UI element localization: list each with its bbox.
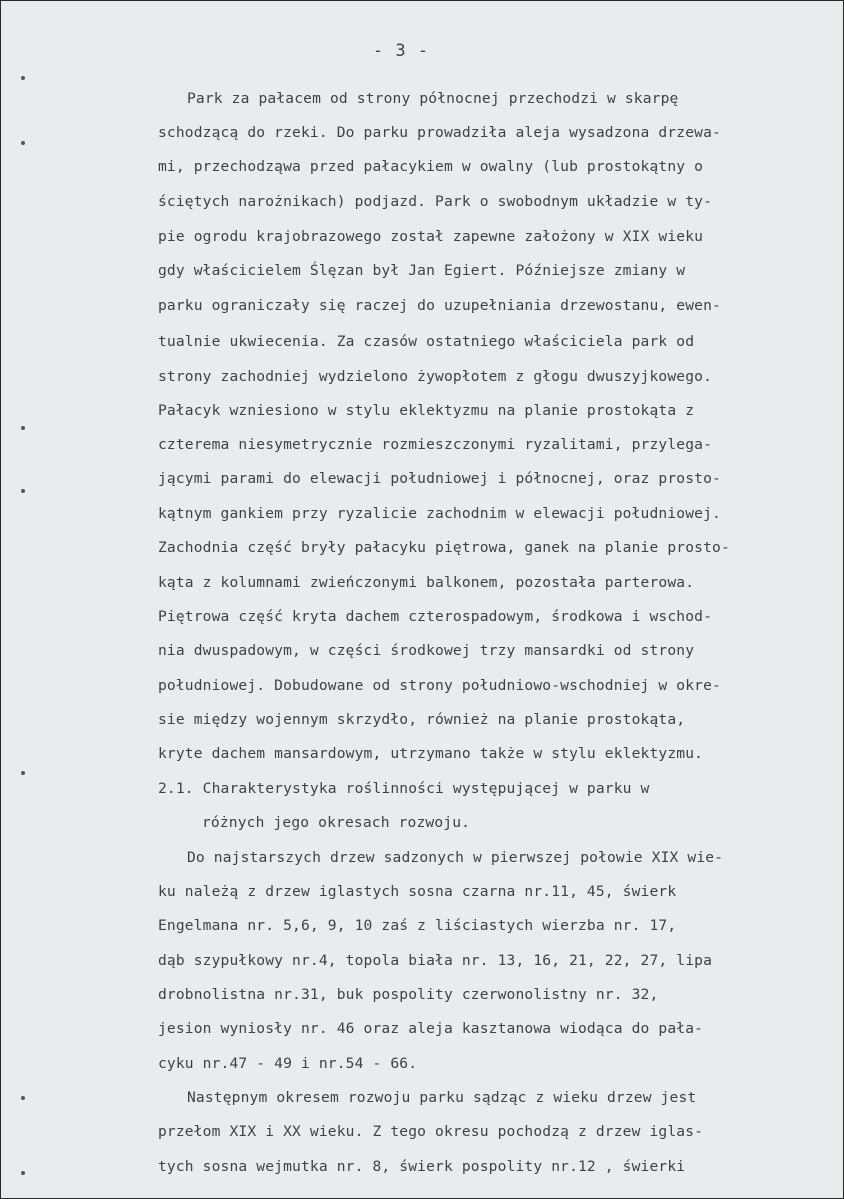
- text-line: tych sosna wejmutka nr. 8, świerk pospolity nr.12 , świerki: [158, 1158, 686, 1175]
- text-line: Pałacyk wzniesiono w stylu eklektyzmu na planie prostokąta z: [158, 402, 695, 419]
- text-line: Engelmana nr. 5,6, 9, 10 zaś z liściastych wierzba nr. 17,: [158, 917, 677, 934]
- text-line: Zachodnia część bryły pałacyku piętrowa, ganek na planie prosto-: [158, 539, 730, 556]
- margin-mark: [21, 76, 25, 80]
- text-line: jącymi parami do elewacji południowej i północnej, oraz prosto-: [158, 470, 721, 487]
- margin-mark: [21, 1096, 25, 1100]
- text-line: czterema niesymetrycznie rozmieszczonymi ryzalitami, przylega-: [158, 436, 713, 453]
- text-line: Park za pałacem od strony północnej przechodzi w skarpę: [187, 90, 679, 107]
- text-line: parku ograniczały się raczej do uzupełniania drzewostanu, ewen-: [158, 297, 721, 314]
- text-line: Piętrowa część kryta dachem czterospadowym, środkowa i wschod-: [158, 608, 713, 625]
- text-line: kątnym gankiem przy ryzalicie zachodnim w elewacji południowej.: [158, 505, 721, 522]
- text-line: kryte dachem mansardowym, utrzymano także w stylu eklektyzmu.: [158, 745, 704, 762]
- margin-mark: [21, 489, 25, 493]
- text-line: nia dwuspadowym, w części środkowej trzy mansardki od strony: [158, 642, 695, 659]
- margin-mark: [21, 426, 25, 430]
- text-line: ściętych narożnikach) podjazd. Park o swobodnym układzie w ty-: [158, 193, 713, 210]
- text-line: schodzącą do rzeki. Do parku prowadziła aleja wysadzona drzewa-: [158, 124, 721, 141]
- text-line: strony zachodniej wydzielono żywopłotem z głogu dwuszyjkowego.: [158, 368, 713, 385]
- text-line: drobnolistna nr.31, buk pospolity czerwonolistny nr. 32,: [158, 986, 659, 1003]
- text-line: mi, przechodząwa przed pałacykiem w owalny (lub prostokątny o: [158, 158, 704, 175]
- margin-mark: [21, 1171, 25, 1175]
- text-line: przełom XIX i XX wieku. Z tego okresu pochodzą z drzew iglas-: [158, 1123, 704, 1140]
- text-line: pie ogrodu krajobrazowego został zapewne założony w XIX wieku: [158, 228, 704, 245]
- text-line: sie między wojennym skrzydło, również na planie prostokąta,: [158, 711, 686, 728]
- margin-mark: [21, 771, 25, 775]
- text-line: jesion wyniosły nr. 46 oraz aleja kasztanowa wiodąca do pała-: [158, 1020, 704, 1037]
- section-heading: różnych jego okresach rozwoju.: [202, 814, 471, 831]
- text-line: tualnie ukwiecenia. Za czasów ostatniego właściciela park od: [158, 333, 695, 350]
- text-line: ku należą z drzew iglastych sosna czarna nr.11, 45, świerk: [158, 883, 677, 900]
- section-heading: 2.1. Charakterystyka roślinności występującej w parku w: [158, 780, 650, 797]
- text-line: Do najstarszych drzew sadzonych w pierwszej połowie XIX wie-: [187, 849, 724, 866]
- text-line: gdy właścicielem Ślęzan był Jan Egiert. Późniejsze zmiany w: [158, 262, 686, 279]
- text-line: kąta z kolumnami zwieńczonymi balkonem, pozostała parterowa.: [158, 574, 695, 591]
- margin-mark: [21, 141, 25, 145]
- page-number: - 3 -: [372, 41, 430, 61]
- text-line: południowej. Dobudowane od strony południowo-wschodniej w okre-: [158, 677, 721, 694]
- text-line: Następnym okresem rozwoju parku sądząc z wieku drzew jest: [187, 1089, 697, 1106]
- text-line: dąb szypułkowy nr.4, topola biała nr. 13, 16, 21, 22, 27, lipa: [158, 952, 713, 969]
- text-line: cyku nr.47 - 49 i nr.54 - 66.: [158, 1055, 418, 1072]
